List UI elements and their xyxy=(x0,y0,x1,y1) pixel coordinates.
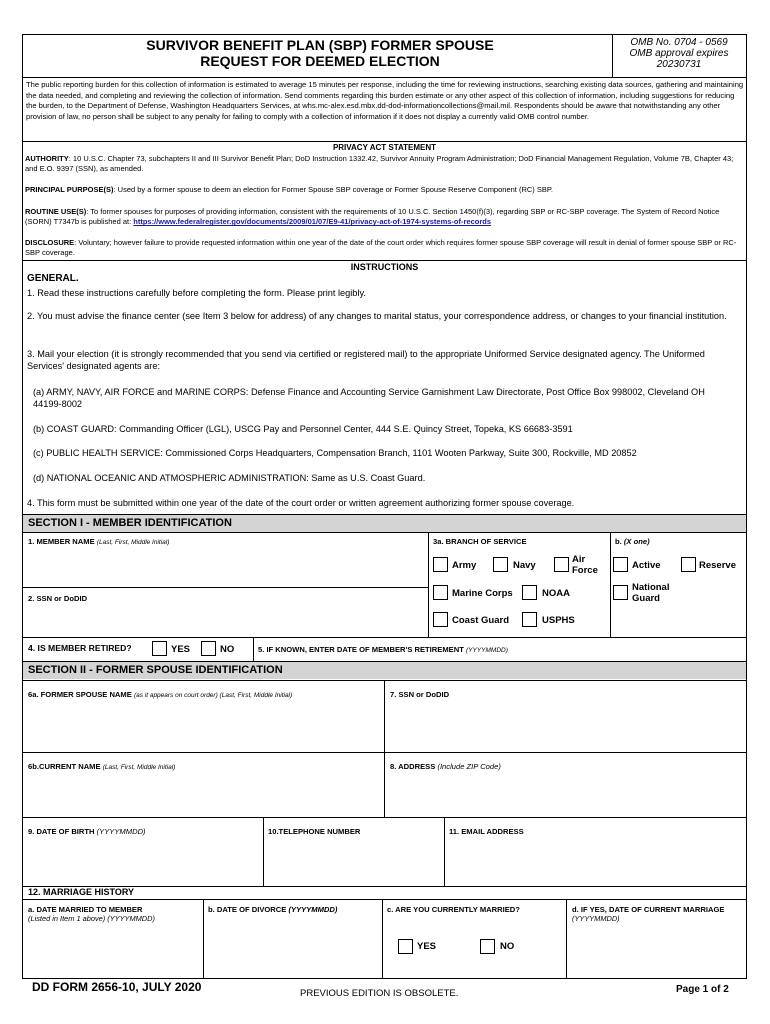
instruction-item: (d) NATIONAL OCEANIC AND ATMOSPHERIC ADMINISTRATION: Same as U.S. Coast Guard. xyxy=(33,473,426,483)
retired-label: 4. IS MEMBER RETIRED? xyxy=(28,643,132,653)
label-hint: (YYYYMMDD) xyxy=(96,827,146,836)
active-option: Active xyxy=(632,560,661,571)
email-label: 11. EMAIL ADDRESS xyxy=(449,827,524,836)
divider xyxy=(22,260,747,261)
address-field[interactable] xyxy=(386,774,744,816)
telephone-label: 10.TELEPHONE NUMBER xyxy=(268,827,361,836)
omb-number: OMB No. 0704 - 0569 xyxy=(630,37,728,48)
former-spouse-name-label xyxy=(28,690,292,700)
divider xyxy=(203,899,204,979)
instruction-item: 1. Read these instructions carefully before completing the form. Please print legibly. xyxy=(27,288,366,298)
divider xyxy=(22,899,747,900)
usphs-checkbox[interactable] xyxy=(522,612,537,627)
routine-body: : To former spouses for purposes of providing information, consistent with the requirements of 10 U.S.C. Section 1450(f)(3), regarding SBP or RC-SBP coverage. The System of Record Notice (SORN) T7347b is published at: xyxy=(25,207,720,227)
divider xyxy=(22,817,747,818)
former-spouse-ssn-label: 7. SSN or DoDID xyxy=(390,690,450,699)
section-2-header: SECTION II - FORMER SPOUSE IDENTIFICATION xyxy=(23,662,746,679)
label-hint: (X one) xyxy=(623,537,650,546)
army-checkbox[interactable] xyxy=(433,557,448,572)
label-hint: (YYYYMMDD) xyxy=(465,647,508,654)
divider xyxy=(566,899,567,979)
label-hint: (Include ZIP Code) xyxy=(437,762,501,771)
member-name-field[interactable] xyxy=(24,548,426,586)
form-title xyxy=(100,37,540,69)
omb-date: 20230731 xyxy=(656,59,702,70)
reserve-option: Reserve xyxy=(699,560,736,571)
instruction-item: (a) ARMY, NAVY, AIR FORCE and MARINE CORPS: Defense Finance and Accounting Service Garnishment Law Directorate, Post Office Box 998002, Cleveland OH 44199-8002 xyxy=(33,387,705,409)
purpose-body: : Used by a former spouse to deem an election for Former Spouse SBP coverage or Former Spouse Reserve Component (RC) SBP. xyxy=(113,185,553,194)
divorce-date-label xyxy=(208,905,337,914)
instruction-item: 3. Mail your election (it is strongly recommended that you send via certified or registered mail) to the appropriate Uniformed Service designated agency. The Uniformed Services' designated agents are: xyxy=(27,349,705,371)
disclosure-text xyxy=(25,238,745,259)
instruction-item: (c) PUBLIC HEALTH SERVICE: Commissioned Corps Headquarters, Compensation Branch, 1101 Wooten Parkway, Suite 300, Rockville, MD 20852 xyxy=(33,448,637,458)
currently-married-no-option: NO xyxy=(500,941,515,952)
date-married-field[interactable] xyxy=(24,930,201,977)
label-hint: (Listed in Item 1 above) (YYYYMMDD) xyxy=(28,914,155,923)
current-name-field[interactable] xyxy=(24,774,382,816)
instructions-title: INSTRUCTIONS xyxy=(350,262,419,272)
divider xyxy=(610,532,611,637)
label-hint: (YYYYMMDD) xyxy=(288,905,338,914)
authority-label: AUTHORITY xyxy=(25,154,69,163)
telephone-field[interactable] xyxy=(265,840,442,884)
current-name-label xyxy=(28,762,175,772)
general-heading: GENERAL. xyxy=(27,273,79,284)
previous-edition-note: PREVIOUS EDITION IS OBSOLETE. xyxy=(300,988,459,999)
section-1-header: SECTION I - MEMBER IDENTIFICATION xyxy=(23,515,746,532)
navy-option: Navy xyxy=(513,560,536,571)
label-text: 9. DATE OF BIRTH xyxy=(28,827,95,836)
divider xyxy=(22,532,747,533)
army-option: Army xyxy=(452,560,477,571)
burden-statement: The public reporting burden for this collection of information is estimated to average 15 minutes per response, including the time for reviewing instructions, searching existing data sources, gathering and maintaining the data needed, and completing and reviewing the collection of information. Send comments regarding this burden estimate or any other aspect of this collection of information, including suggestions for reducing the burden, to the Department of Defense, Washington Headquarters Services, at whs.mc-alex.esd.mbx.dd-dod-informationcollections@mail.mil. Respondents should be aware that notwithstanding any other provision of law, no person shall be subject to any penalty for failing to comply with a collection of information if it does not display a currently valid OMB control number. xyxy=(26,80,744,121)
divider xyxy=(22,77,747,78)
navy-checkbox[interactable] xyxy=(493,557,508,572)
member-name-label xyxy=(28,537,169,547)
branch-label: 3a. BRANCH OF SERVICE xyxy=(433,537,527,546)
active-checkbox[interactable] xyxy=(613,557,628,572)
authority-text xyxy=(25,154,745,175)
label-hint: (Last, First, Middle Initial) xyxy=(96,539,170,546)
label-hint: (Last, First, Middle Initial) xyxy=(102,764,176,771)
coast-guard-option: Coast Guard xyxy=(452,615,510,626)
currently-married-label: c. ARE YOU CURRENTLY MARRIED? xyxy=(387,905,520,914)
dob-label xyxy=(28,827,146,836)
divider xyxy=(384,680,385,817)
label-text: 1. MEMBER NAME xyxy=(28,537,95,546)
address-label xyxy=(390,762,501,771)
currently-married-yes-option: YES xyxy=(417,941,437,952)
label-text: b. DATE OF DIVORCE xyxy=(208,905,287,914)
current-marriage-date-label xyxy=(572,905,742,923)
omb-block xyxy=(612,37,746,70)
routine-use-text xyxy=(25,207,745,228)
label-text: d. IF YES, DATE OF CURRENT MARRIAGE xyxy=(572,905,725,914)
page-number: Page 1 of 2 xyxy=(676,984,729,995)
air-force-checkbox[interactable] xyxy=(554,557,569,572)
omb-expires: OMB approval expires xyxy=(629,48,729,59)
instruction-item: (b) COAST GUARD: Commanding Officer (LGL), USCG Pay and Personnel Center, 444 S.E. Quincy Street, Topeka, KS 66683-3591 xyxy=(33,424,573,434)
label-text: b. xyxy=(615,537,622,546)
label-text: 8. ADDRESS xyxy=(390,762,436,771)
privacy-title: PRIVACY ACT STATEMENT xyxy=(332,143,437,152)
divider xyxy=(22,637,747,638)
air-force-option: Air Force xyxy=(572,554,598,576)
retired-no-checkbox[interactable] xyxy=(201,641,216,656)
label-text: 6b.CURRENT NAME xyxy=(28,762,101,771)
routine-label: ROUTINE USE(S) xyxy=(25,207,87,216)
current-marriage-date-field[interactable] xyxy=(568,930,744,977)
usphs-option: USPHS xyxy=(542,615,575,626)
purpose-text xyxy=(25,185,745,195)
former-spouse-name-field[interactable] xyxy=(24,702,382,750)
date-married-label xyxy=(28,905,200,923)
retired-no-option: NO xyxy=(220,644,235,655)
label-text: 6a. FORMER SPOUSE NAME xyxy=(28,690,132,699)
divider xyxy=(382,899,383,979)
label-text: 5. IF KNOWN, ENTER DATE OF MEMBER'S RETIREMENT xyxy=(258,645,464,654)
label-text: a. DATE MARRIED TO MEMBER xyxy=(28,905,143,914)
email-field[interactable] xyxy=(446,840,744,884)
marine-corps-option: Marine Corps xyxy=(452,588,513,599)
divider xyxy=(444,817,445,886)
label-hint: (as it appears on court order) (Last, First, Middle Initial) xyxy=(133,692,293,699)
divider xyxy=(428,532,429,637)
currently-married-yes-checkbox[interactable] xyxy=(398,939,413,954)
coast-guard-checkbox[interactable] xyxy=(433,612,448,627)
currently-married-no-checkbox[interactable] xyxy=(480,939,495,954)
divider xyxy=(263,817,264,886)
form-number: DD FORM 2656-10, JULY 2020 xyxy=(32,980,202,994)
retirement-date-label xyxy=(258,645,508,655)
sorn-link[interactable]: https://www.federalregister.gov/documents/2009/01/07/E9-41/privacy-act-of-1974-systems-of-records xyxy=(133,217,492,227)
label-hint: (YYYYMMDD) xyxy=(572,914,620,923)
instruction-item: 2. You must advise the finance center (see Item 3 below for address) of any changes to marital status, your correspondence address, or changes to your financial institution. xyxy=(27,311,727,321)
divider xyxy=(22,752,747,753)
divider xyxy=(22,141,747,142)
retired-yes-checkbox[interactable] xyxy=(152,641,167,656)
former-spouse-ssn-field[interactable] xyxy=(386,702,744,750)
retirement-date-field[interactable] xyxy=(560,639,745,659)
member-ssn-field[interactable] xyxy=(24,604,426,636)
title-line: SURVIVOR BENEFIT PLAN (SBP) FORMER SPOUSE xyxy=(146,37,494,53)
disclosure-label: DISCLOSURE xyxy=(25,238,75,247)
noaa-checkbox[interactable] xyxy=(522,585,537,600)
instruction-item: 4. This form must be submitted within one year of the date of the court order or written agreement authorizing former spouse coverage. xyxy=(27,498,575,508)
national-guard-checkbox[interactable] xyxy=(613,585,628,600)
authority-body: : 10 U.S.C. Chapter 73, subchapters II and III Survivor Benefit Plan; DoD Instruction 1332.42, Survivor Annuity Program Administration; DoD Financial Management Regulation, Volume 7B, Chapter 43; and E.O. 9397 (SSN), as amended. xyxy=(25,154,734,174)
dob-field[interactable] xyxy=(24,840,261,884)
reserve-checkbox[interactable] xyxy=(681,557,696,572)
member-ssn-label: 2. SSN or DoDID xyxy=(28,594,88,603)
divider xyxy=(22,587,428,588)
marine-corps-checkbox[interactable] xyxy=(433,585,448,600)
status-label xyxy=(615,537,650,546)
title-line: REQUEST FOR DEEMED ELECTION xyxy=(200,53,440,69)
noaa-option: NOAA xyxy=(542,588,570,599)
purpose-label: PRINCIPAL PURPOSE(S) xyxy=(25,185,114,194)
national-guard-option: National Guard xyxy=(632,582,670,604)
disclosure-body: : Voluntary; however failure to provide requested information within one year of the date of the court order which requires former spouse SBP coverage will result in denial of former spouse SBP or RC-SBP coverage. xyxy=(25,238,737,258)
divorce-date-field[interactable] xyxy=(205,918,380,977)
retired-yes-option: YES xyxy=(171,644,191,655)
marriage-history-label: 12. MARRIAGE HISTORY xyxy=(28,887,135,897)
divider xyxy=(253,637,254,661)
